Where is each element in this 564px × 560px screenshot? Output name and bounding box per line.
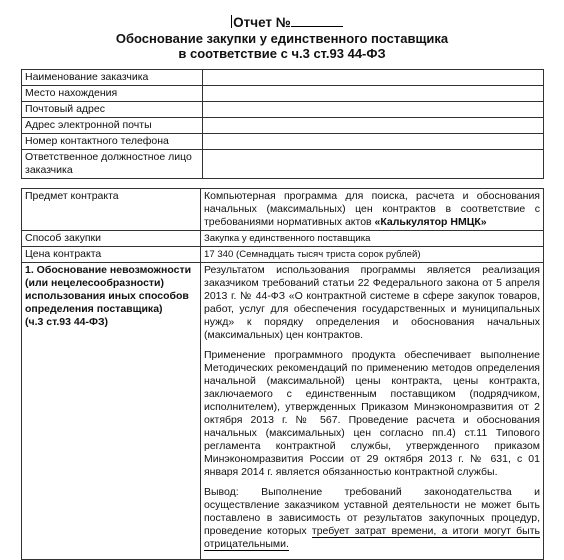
- justification-label: 1. Обоснование невозможности (или нецелесообразности) использования иных способов определения поставщика): [25, 264, 192, 315]
- report-subtitle-1: Обоснование закупки у единственного поставщика: [115, 31, 449, 46]
- table-row: [22, 150, 544, 179]
- report-title-text: Отчет №: [233, 15, 291, 30]
- responsible-person-label: Ответственное должностное лицо заказчика: [22, 150, 203, 179]
- report-title: [0, 14, 564, 31]
- justification-text-cell[interactable]: [201, 263, 544, 560]
- procurement-method-value[interactable]: Закупка у единственного поставщика: [201, 231, 544, 247]
- phone-value[interactable]: [203, 134, 544, 150]
- document-header: [0, 14, 564, 61]
- justification-label-cell: [22, 263, 201, 560]
- table-row: [22, 189, 544, 231]
- contract-price-value[interactable]: 17 340 (Семнадцать тысяч триста сорок рублей): [201, 247, 544, 263]
- contract-subject-value[interactable]: [201, 189, 544, 231]
- justification-conclusion: [204, 486, 540, 551]
- contract-subject-label: Предмет контракта: [22, 189, 201, 231]
- table-row: [22, 86, 544, 102]
- table-row: [22, 231, 544, 247]
- location-label: Место нахождения: [22, 86, 203, 102]
- justification-paragraph-2: Применение программного продукта обеспечивает выполнение Методических рекомендаций по применению методов определения начальной (максимальной) цены контракта, цены контракта, заключаемого с единственным поставщиком (подрядчиком, исполнителем), утвержденных Приказом Минэкономразвития от 2 октября 2013 г. № 567. Проведение расчета и обоснования начальных (максимальных) цен согласно пп.4) ст.11 Типового регламента контрактной службы, утвержденного приказом Минэкономразвития России от 29 октября 2013 г. № 631, с 01 января 2014 г. является обязанностью контрактной службы.: [204, 349, 540, 478]
- customer-name-label: Наименование заказчика: [22, 70, 203, 86]
- justification-paragraph-1: Результатом использования программы является реализация заказчиком требований статьи 22 Федерального закона от 5 апреля 2013 г. № 44-ФЗ «О контрактной системе в сфере закупок товаров, работ, услуг для обеспечения государственных и муниципальных нужд» к порядку определения и обоснования начальных (максимальных) цен контрактов.: [204, 264, 540, 341]
- email-label: Адрес электронной почты: [22, 118, 203, 134]
- table-row: [22, 134, 544, 150]
- customer-name-value[interactable]: [203, 70, 544, 86]
- text-cursor: [231, 15, 232, 28]
- table-row: [22, 247, 544, 263]
- conclusion-ending: требует затрат времени, а итоги могут быть отрицательными.: [204, 525, 541, 550]
- conclusion-text: Вывод: Выполнение требований законодательства и осуществление заказчиком уставной деятельности не может быть поставлено в зависимость от результатов закупочных процедур, проведение которых: [204, 486, 540, 537]
- contract-table: [21, 188, 544, 560]
- postal-address-value[interactable]: [203, 102, 544, 118]
- table-row: [22, 118, 544, 134]
- table-row: [22, 263, 544, 560]
- phone-label: Номер контактного телефона: [22, 134, 203, 150]
- contract-price-label: Цена контракта: [22, 247, 201, 263]
- postal-address-label: Почтовый адрес: [22, 102, 203, 118]
- report-number-blank[interactable]: [291, 14, 343, 27]
- report-subtitle-2: в соответствие с ч.3 ст.93 44-ФЗ: [178, 46, 386, 61]
- email-value[interactable]: [203, 118, 544, 134]
- procurement-method-label: Способ закупки: [22, 231, 201, 247]
- contract-subject-product: «Калькулятор НМЦК»: [374, 216, 487, 228]
- table-row: [22, 102, 544, 118]
- responsible-person-value[interactable]: [203, 150, 544, 179]
- location-value[interactable]: [203, 86, 544, 102]
- justification-reference: (ч.3 ст.93 44-ФЗ): [25, 316, 109, 328]
- customer-info-table: [21, 69, 544, 179]
- table-row: [22, 70, 544, 86]
- contract-subject-text: Компьютерная программа для поиска, расчета и обоснования начальных (максимальных) цен контрактов в соответствие с требованиями нормативных актов: [204, 190, 540, 228]
